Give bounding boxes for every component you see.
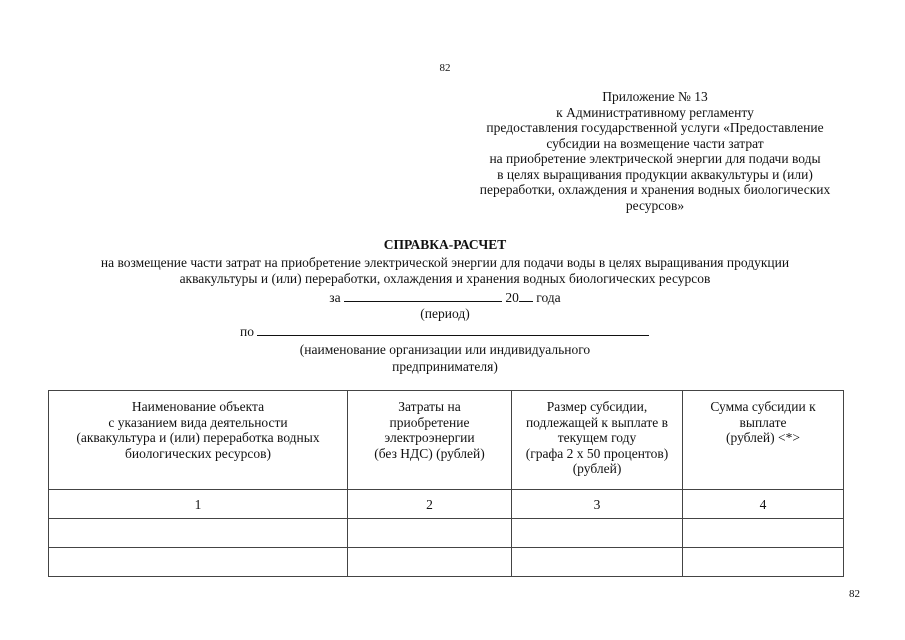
period-blank[interactable] xyxy=(344,289,502,302)
organization-caption-line: (наименование организации или индивидуального xyxy=(299,342,591,357)
period-line xyxy=(0,289,890,306)
organization-prefix: по xyxy=(240,324,254,339)
organization-blank[interactable] xyxy=(257,323,649,336)
appendix-line: предоставления государственной услуги «Предоставление xyxy=(486,120,824,135)
calculation-table xyxy=(48,390,844,577)
table-cell[interactable] xyxy=(348,548,512,577)
subtitle-line: на возмещение части затрат на приобретение электрической энергии для подачи воды в целях выращивания продукции xyxy=(100,255,790,270)
table-cell[interactable] xyxy=(512,519,683,548)
table-row xyxy=(49,519,844,548)
appendix-line: ресурсов» xyxy=(625,197,685,213)
table-cell[interactable] xyxy=(49,548,348,577)
column-number: 4 xyxy=(683,490,844,519)
table-cell[interactable] xyxy=(683,548,844,577)
document-title: СПРАВКА-РАСЧЕТ xyxy=(383,237,507,252)
period-suffix: года xyxy=(536,290,561,305)
period-year-prefix: 20 xyxy=(505,290,519,305)
column-number: 1 xyxy=(49,490,348,519)
appendix-line: на приобретение электрической энергии для подачи воды xyxy=(489,151,821,166)
header-object-name: Наименование объекта с указанием вида деятельности (аквакультура и (или) переработка водных биологических ресурсов) xyxy=(49,391,348,490)
appendix-line: переработки, охлаждения и хранения водных биологических xyxy=(479,182,831,197)
table-row xyxy=(49,548,844,577)
table-header-row xyxy=(49,391,844,490)
appendix-line: к Административному регламенту xyxy=(556,104,754,120)
period-caption: (период) xyxy=(420,306,470,321)
organization-caption xyxy=(240,341,650,375)
appendix-block xyxy=(455,89,855,213)
table-cell[interactable] xyxy=(348,519,512,548)
year-blank[interactable] xyxy=(519,289,533,302)
table-cell[interactable] xyxy=(683,519,844,548)
page-number-bottom: 82 xyxy=(849,588,860,600)
period-prefix: за xyxy=(329,290,341,305)
column-number: 3 xyxy=(512,490,683,519)
organization-line xyxy=(240,323,649,340)
appendix-line: в целях выращивания продукции аквакультуры и (или) xyxy=(497,166,813,182)
table-cell[interactable] xyxy=(512,548,683,577)
header-costs: Затраты на приобретение электроэнергии (без НДС) (рублей) xyxy=(348,391,512,490)
page-number-top: 82 xyxy=(439,62,451,74)
organization-caption-line: предпринимателя) xyxy=(392,359,498,374)
header-subsidy-amount: Сумма субсидии к выплате (рублей) <*> xyxy=(683,391,844,490)
header-subsidy-size: Размер субсидии, подлежащей к выплате в текущем году (графа 2 x 50 процентов) (рублей) xyxy=(512,391,683,490)
document-subtitle xyxy=(40,255,850,286)
appendix-line: субсидии на возмещение части затрат xyxy=(546,135,764,151)
appendix-line: Приложение № 13 xyxy=(602,89,708,104)
table-cell[interactable] xyxy=(49,519,348,548)
subtitle-line: аквакультуры и (или) переработки, охлаждения и хранения водных биологических ресурсов xyxy=(179,270,711,286)
column-number-row xyxy=(49,490,844,519)
column-number: 2 xyxy=(348,490,512,519)
